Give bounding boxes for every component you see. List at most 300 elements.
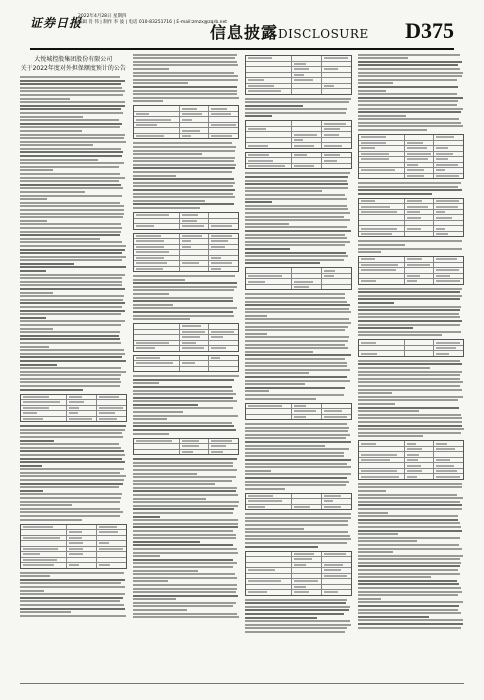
text-line bbox=[20, 486, 119, 488]
table-cell bbox=[67, 547, 97, 552]
text-line bbox=[245, 326, 348, 328]
text-line bbox=[20, 195, 122, 197]
table-row bbox=[359, 174, 464, 179]
text-line bbox=[358, 182, 462, 184]
text-line bbox=[133, 465, 234, 467]
text-line bbox=[133, 293, 169, 295]
table-cell bbox=[209, 234, 238, 239]
table-cell bbox=[246, 89, 292, 94]
text-line bbox=[245, 459, 351, 461]
text-line bbox=[20, 572, 124, 574]
table-cell bbox=[246, 268, 292, 273]
table-cell bbox=[322, 158, 351, 163]
text-line bbox=[245, 187, 348, 189]
cell-text-placeholder bbox=[407, 153, 431, 155]
text-line bbox=[358, 623, 463, 625]
text-line bbox=[358, 580, 458, 582]
text-line bbox=[133, 72, 235, 74]
text-line bbox=[133, 404, 198, 406]
cell-text-placeholder bbox=[182, 130, 201, 132]
text-line bbox=[358, 605, 459, 607]
table-cell bbox=[322, 56, 351, 61]
table-block bbox=[133, 355, 240, 373]
text-line bbox=[20, 475, 126, 477]
text-line bbox=[20, 472, 120, 474]
table-row bbox=[134, 450, 239, 455]
text-line bbox=[133, 196, 236, 198]
text-line bbox=[358, 251, 382, 253]
text-line bbox=[20, 429, 125, 431]
table-cell bbox=[359, 279, 405, 284]
cell-text-placeholder bbox=[324, 495, 341, 497]
table-cell bbox=[21, 541, 67, 546]
cell-text-placeholder bbox=[99, 418, 117, 420]
text-line bbox=[20, 180, 119, 182]
table-row bbox=[359, 474, 464, 479]
cell-text-placeholder bbox=[69, 564, 79, 566]
table-cell bbox=[180, 335, 210, 340]
table-cell bbox=[246, 73, 292, 78]
text-line bbox=[20, 141, 126, 143]
table-cell bbox=[359, 215, 405, 220]
cell-text-placeholder bbox=[436, 169, 445, 171]
cell-text-placeholder bbox=[324, 128, 340, 130]
text-line bbox=[133, 311, 234, 313]
table-cell bbox=[434, 474, 463, 479]
cell-text-placeholder bbox=[182, 108, 197, 110]
table-cell bbox=[134, 356, 180, 361]
cell-text-placeholder bbox=[294, 79, 313, 81]
text-line bbox=[358, 118, 460, 120]
cell-text-placeholder bbox=[361, 353, 378, 355]
table-cell bbox=[21, 558, 67, 563]
text-line bbox=[133, 97, 239, 99]
cell-text-placeholder bbox=[136, 251, 170, 253]
table-block bbox=[133, 438, 240, 456]
table-cell bbox=[359, 340, 405, 345]
table-row bbox=[359, 232, 464, 237]
text-line bbox=[358, 367, 431, 369]
cell-text-placeholder bbox=[294, 586, 306, 588]
text-line bbox=[133, 559, 233, 561]
table-row bbox=[21, 563, 126, 568]
text-line bbox=[20, 519, 82, 521]
text-line bbox=[20, 615, 126, 617]
table-cell bbox=[21, 552, 67, 557]
table-cell bbox=[67, 417, 97, 422]
text-line bbox=[358, 64, 459, 66]
table-cell bbox=[322, 89, 351, 94]
text-line bbox=[358, 616, 429, 618]
table-cell bbox=[405, 458, 435, 463]
cell-text-placeholder bbox=[99, 542, 109, 544]
cell-text-placeholder bbox=[407, 258, 423, 260]
text-line bbox=[245, 237, 347, 239]
text-line bbox=[245, 354, 351, 356]
table-cell bbox=[134, 250, 180, 255]
cell-text-placeholder bbox=[294, 591, 309, 593]
text-line bbox=[20, 202, 120, 204]
table-cell bbox=[434, 351, 463, 356]
text-line bbox=[245, 538, 351, 540]
text-line bbox=[133, 580, 168, 582]
cell-text-placeholder bbox=[361, 454, 397, 456]
cell-text-placeholder bbox=[324, 134, 340, 136]
table-cell bbox=[292, 552, 322, 557]
table-row bbox=[21, 417, 126, 422]
text-line bbox=[245, 430, 348, 432]
table-row bbox=[246, 143, 351, 148]
cell-text-placeholder bbox=[361, 200, 376, 202]
text-line bbox=[358, 512, 388, 514]
cell-text-placeholder bbox=[407, 147, 427, 149]
text-line bbox=[245, 631, 345, 633]
cell-text-placeholder bbox=[248, 281, 265, 283]
cell-text-placeholder bbox=[182, 451, 193, 453]
table-cell bbox=[405, 263, 435, 268]
table-cell bbox=[405, 135, 435, 140]
cell-text-placeholder bbox=[136, 268, 163, 270]
text-line bbox=[358, 587, 462, 589]
table-cell bbox=[180, 128, 210, 133]
text-line bbox=[133, 469, 238, 471]
cell-text-placeholder bbox=[436, 200, 458, 202]
cell-text-placeholder bbox=[324, 416, 347, 418]
table-cell bbox=[209, 439, 238, 444]
text-line bbox=[133, 494, 238, 496]
table-cell bbox=[134, 234, 180, 239]
cell-text-placeholder bbox=[136, 214, 169, 216]
text-line bbox=[20, 436, 123, 438]
table-row bbox=[134, 346, 239, 351]
table-cell bbox=[359, 163, 405, 168]
table-cell bbox=[292, 585, 322, 590]
text-line bbox=[245, 351, 313, 353]
page-code: D375 bbox=[405, 18, 454, 43]
cell-text-placeholder bbox=[182, 225, 205, 227]
cell-text-placeholder bbox=[136, 240, 164, 242]
text-line bbox=[245, 481, 349, 483]
cell-text-placeholder bbox=[436, 353, 449, 355]
table-cell bbox=[180, 213, 210, 218]
table-cell bbox=[67, 563, 97, 568]
text-line bbox=[133, 505, 238, 507]
text-line bbox=[358, 399, 459, 401]
table-cell bbox=[292, 268, 322, 273]
cell-text-placeholder bbox=[211, 246, 225, 248]
cell-text-placeholder bbox=[324, 160, 337, 162]
table-cell bbox=[322, 279, 351, 284]
cell-text-placeholder bbox=[407, 264, 430, 266]
text-line bbox=[20, 364, 57, 366]
text-line bbox=[358, 240, 463, 242]
text-line bbox=[358, 302, 394, 304]
table-block bbox=[245, 267, 352, 290]
cell-text-placeholder bbox=[248, 57, 272, 59]
text-line bbox=[20, 425, 126, 427]
text-line bbox=[245, 315, 267, 317]
text-line bbox=[133, 480, 233, 482]
cell-text-placeholder bbox=[211, 445, 225, 447]
text-line bbox=[358, 555, 463, 557]
table-cell bbox=[359, 268, 405, 273]
text-line bbox=[358, 374, 460, 376]
table-cell bbox=[359, 221, 405, 226]
text-line bbox=[358, 519, 458, 521]
text-line bbox=[245, 473, 351, 475]
table-cell bbox=[359, 232, 405, 237]
text-line bbox=[358, 360, 460, 362]
table-cell bbox=[292, 78, 322, 83]
text-line bbox=[20, 205, 124, 207]
cell-text-placeholder bbox=[23, 401, 60, 403]
text-line bbox=[133, 566, 234, 568]
table-cell bbox=[359, 168, 405, 173]
table-cell bbox=[292, 285, 322, 290]
text-line bbox=[20, 575, 50, 577]
text-line bbox=[245, 620, 350, 622]
table-cell bbox=[405, 463, 435, 468]
table-cell bbox=[209, 239, 238, 244]
text-line bbox=[20, 317, 46, 319]
text-line bbox=[358, 371, 463, 373]
text-line bbox=[20, 245, 126, 247]
text-line bbox=[358, 111, 462, 113]
table-cell bbox=[405, 279, 435, 284]
text-line bbox=[133, 64, 239, 66]
table-cell bbox=[359, 152, 405, 157]
text-line bbox=[358, 508, 463, 510]
text-line bbox=[245, 223, 289, 225]
cell-text-placeholder bbox=[136, 235, 161, 237]
table-cell bbox=[134, 219, 180, 224]
text-line bbox=[20, 90, 125, 92]
table-cell bbox=[359, 469, 405, 474]
table-cell bbox=[322, 552, 351, 557]
cell-text-placeholder bbox=[248, 160, 273, 162]
cell-text-placeholder bbox=[23, 396, 49, 398]
text-line bbox=[358, 291, 461, 293]
cell-text-placeholder bbox=[361, 211, 397, 213]
text-line bbox=[133, 530, 234, 532]
text-line bbox=[358, 569, 458, 571]
table-cell bbox=[67, 395, 97, 400]
table-row bbox=[359, 351, 464, 356]
cell-text-placeholder bbox=[182, 240, 192, 242]
cell-text-placeholder bbox=[211, 225, 232, 227]
text-line bbox=[358, 189, 463, 191]
text-line bbox=[133, 573, 236, 575]
text-line bbox=[358, 298, 460, 300]
text-line bbox=[358, 627, 461, 629]
cell-text-placeholder bbox=[324, 591, 339, 593]
text-line bbox=[358, 522, 460, 524]
text-line bbox=[245, 383, 305, 385]
table-block bbox=[358, 256, 465, 285]
text-line bbox=[133, 458, 238, 460]
table-cell bbox=[405, 340, 435, 345]
cell-text-placeholder bbox=[361, 228, 398, 230]
cell-text-placeholder bbox=[407, 206, 429, 208]
table-cell bbox=[180, 356, 210, 361]
table-cell bbox=[246, 563, 292, 568]
cell-text-placeholder bbox=[182, 220, 198, 222]
text-line bbox=[245, 617, 317, 619]
text-line bbox=[358, 86, 459, 88]
cell-text-placeholder bbox=[407, 169, 425, 171]
text-line bbox=[133, 490, 237, 492]
text-line bbox=[133, 185, 233, 187]
table-cell bbox=[322, 505, 351, 510]
text-line bbox=[358, 562, 461, 564]
table-cell bbox=[134, 245, 180, 250]
text-line bbox=[133, 286, 238, 288]
cell-text-placeholder bbox=[69, 553, 82, 555]
text-line bbox=[358, 68, 461, 70]
cell-text-placeholder bbox=[294, 580, 318, 582]
text-line bbox=[20, 454, 125, 456]
text-line bbox=[20, 134, 125, 136]
text-line bbox=[20, 465, 42, 467]
text-line bbox=[20, 292, 53, 294]
text-line bbox=[245, 308, 349, 310]
table-row bbox=[246, 164, 351, 169]
text-line bbox=[245, 340, 348, 342]
text-line bbox=[20, 76, 120, 78]
table-cell bbox=[246, 143, 292, 148]
text-line bbox=[20, 238, 100, 240]
text-line bbox=[133, 544, 233, 546]
table-cell bbox=[180, 450, 210, 455]
text-line bbox=[20, 123, 122, 125]
text-line bbox=[358, 591, 462, 593]
table-cell bbox=[134, 261, 180, 266]
cell-text-placeholder bbox=[136, 124, 157, 126]
table-cell bbox=[180, 106, 210, 111]
text-line bbox=[358, 619, 463, 621]
table-cell bbox=[322, 164, 351, 169]
cell-text-placeholder bbox=[248, 165, 285, 167]
table-cell bbox=[434, 268, 463, 273]
table-cell bbox=[21, 395, 67, 400]
edition-date: 2022年4月28日 星期四 bbox=[78, 14, 127, 19]
cell-text-placeholder bbox=[23, 412, 37, 414]
text-line bbox=[245, 304, 350, 306]
text-line bbox=[245, 248, 290, 250]
cell-text-placeholder bbox=[407, 448, 422, 450]
table-cell bbox=[359, 257, 405, 262]
cell-text-placeholder bbox=[248, 275, 282, 277]
text-line bbox=[20, 126, 120, 128]
text-line bbox=[358, 410, 419, 412]
table-cell bbox=[180, 439, 210, 444]
table-cell bbox=[97, 547, 126, 552]
table-cell bbox=[209, 356, 238, 361]
table-cell bbox=[322, 73, 351, 78]
text-line bbox=[133, 425, 234, 427]
cell-text-placeholder bbox=[99, 564, 110, 566]
cell-text-placeholder bbox=[248, 580, 281, 582]
text-line bbox=[245, 528, 304, 530]
text-line bbox=[358, 486, 462, 488]
cell-text-placeholder bbox=[294, 145, 314, 147]
text-line bbox=[358, 93, 458, 95]
text-line bbox=[358, 129, 427, 131]
table-cell bbox=[134, 134, 180, 139]
table-cell bbox=[209, 450, 238, 455]
text-line bbox=[245, 311, 351, 313]
text-line bbox=[20, 177, 125, 179]
text-line bbox=[133, 537, 236, 539]
table-cell bbox=[134, 117, 180, 122]
text-line bbox=[358, 306, 462, 308]
table-cell bbox=[134, 239, 180, 244]
table-cell bbox=[405, 199, 435, 204]
text-line bbox=[20, 468, 124, 470]
table-cell bbox=[292, 62, 322, 67]
table-cell bbox=[322, 132, 351, 137]
cell-text-placeholder bbox=[436, 269, 458, 271]
text-line bbox=[245, 390, 269, 392]
text-line bbox=[20, 604, 124, 606]
text-line bbox=[20, 440, 54, 442]
text-line bbox=[20, 266, 126, 268]
table-cell bbox=[322, 590, 351, 595]
table-cell bbox=[134, 123, 180, 128]
text-line bbox=[245, 624, 351, 626]
text-line bbox=[20, 184, 121, 186]
table-cell bbox=[246, 67, 292, 72]
text-line bbox=[20, 611, 71, 613]
table-cell bbox=[434, 279, 463, 284]
text-line bbox=[20, 94, 123, 96]
table-row bbox=[134, 134, 239, 139]
text-line bbox=[358, 320, 462, 322]
table-cell bbox=[180, 324, 210, 329]
text-line bbox=[245, 336, 349, 338]
section-title-en: DISCLOSURE bbox=[278, 27, 369, 41]
text-line bbox=[133, 307, 238, 309]
text-line bbox=[358, 392, 393, 394]
table-cell bbox=[322, 563, 351, 568]
table-cell bbox=[405, 141, 435, 146]
cell-text-placeholder bbox=[248, 569, 275, 571]
cell-text-placeholder bbox=[361, 169, 396, 171]
cell-text-placeholder bbox=[436, 211, 445, 213]
table-cell bbox=[134, 341, 180, 346]
table-block bbox=[245, 403, 352, 421]
cell-text-placeholder bbox=[211, 268, 221, 270]
text-line bbox=[245, 452, 344, 454]
table-cell bbox=[246, 552, 292, 557]
text-line bbox=[245, 441, 351, 443]
text-line bbox=[20, 130, 82, 132]
table-cell bbox=[292, 279, 322, 284]
table-cell bbox=[322, 268, 351, 273]
cell-text-placeholder bbox=[23, 559, 57, 561]
table-cell bbox=[180, 346, 210, 351]
cell-text-placeholder bbox=[248, 495, 273, 497]
cell-text-placeholder bbox=[136, 342, 169, 344]
cell-text-placeholder bbox=[211, 440, 232, 442]
table-cell bbox=[292, 138, 322, 143]
cell-text-placeholder bbox=[99, 407, 123, 409]
text-line bbox=[133, 318, 190, 320]
table-cell bbox=[434, 174, 463, 179]
table-cell bbox=[322, 127, 351, 132]
text-line bbox=[20, 159, 98, 161]
table-block bbox=[245, 152, 352, 170]
